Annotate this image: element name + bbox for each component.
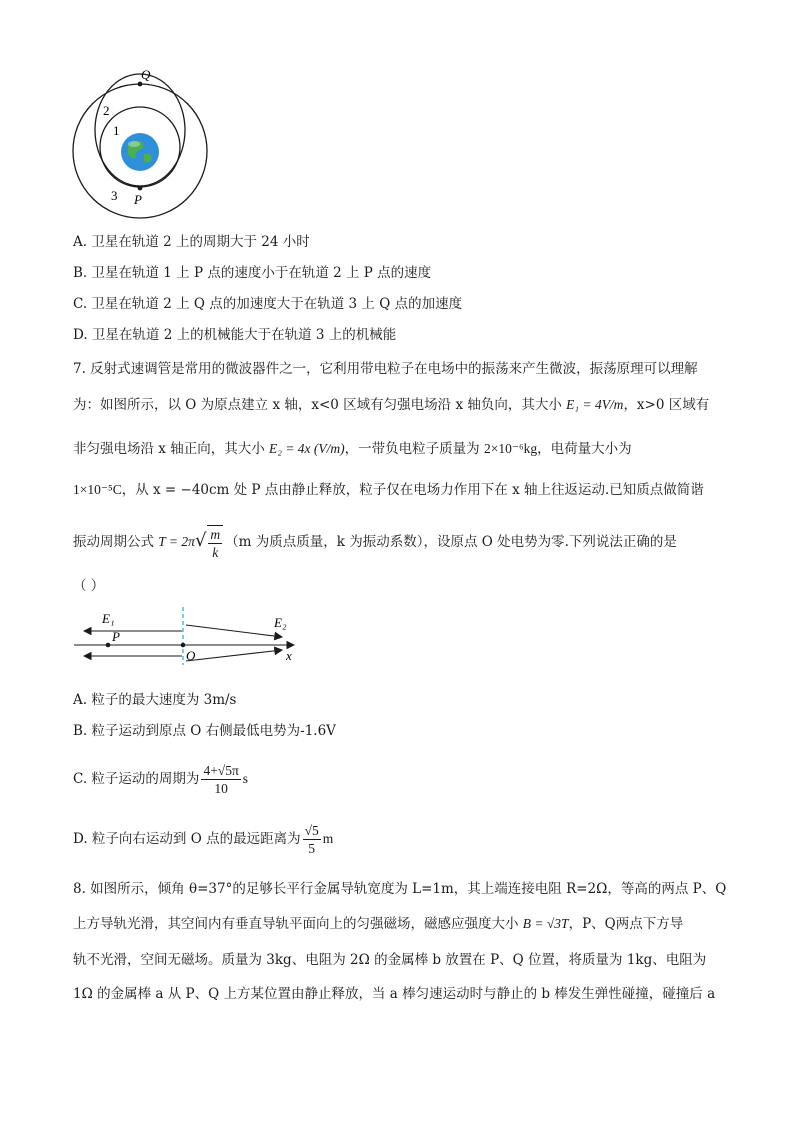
q7-line-5: 振动周期公式 T = 2π√ $\frac{m}{k}$ （m 为质点质量，k 为振动系数），设原点 O 处电势为零.下列说法正确的是 [73,526,677,560]
label-p: P [134,192,142,207]
q7-e1-equation: E₁ = 4V/m [566,397,624,412]
q7-line-4-text: ，从 x = −40cm 处 P 点由静止释放，粒子仅在电场力作用下在 x 轴上往返运动.已知质点做简谐 [121,482,704,498]
label-orbit-2: 2 [103,103,110,118]
q7-charge-value: 1×10⁻⁵C [73,482,122,497]
q7-line-3-text-a: 非匀强电场沿 x 轴正向，其大小 [73,441,269,457]
q7-line-4 [73,480,704,500]
q8-line-3: 轨不光滑，空间无磁场。质量为 3kg、电阻为 2Ω 的金属棒 b 放置在 P、Q 位置，将质量为 1kg、电阻为 [73,952,707,968]
q7-option-c-fraction [201,762,240,797]
label-x: x [286,648,292,663]
q7-line-3-text-c: ，电荷量大小为 [537,441,632,457]
label-q: Q [141,67,151,82]
field-diagram [70,605,310,667]
e2-lower-arrow [186,650,282,661]
label-orbit-1: 1 [113,123,120,138]
q7-option-d [73,820,333,858]
q7-option-d-unit: m [322,831,334,846]
origin-dot [181,643,186,648]
q7-sqrt-num: m [210,526,221,542]
q8-b-equation: B = √3T [522,916,569,931]
q7-option-d-den: 5 [308,841,316,856]
q7-option-c [73,760,248,798]
q7-option-b: B. 粒子运动到原点 O 右侧最低电势为-1.6V [73,723,336,739]
point-p-dot [106,643,111,648]
q7-sqrt-den: k [212,544,219,560]
q8-line-2-text-a: 上方导轨光滑，其空间内有垂直导轨平面向上的匀强磁场，磁感应强度大小 [73,916,523,932]
q6-option-d: D. 卫星在轨道 2 上的机械能大于在轨道 3 上的机械能 [73,327,397,343]
q7-mass-value: 2×10⁻⁶kg [483,441,538,456]
label-e1: E₁ [102,611,115,626]
q8-line-2 [73,914,683,934]
q7-line-2 [73,395,709,415]
point-p-dot [138,186,143,191]
q7-option-d-text: D. 粒子向右运动到 O 点的最远距离为 [73,831,301,847]
earth-icon [121,133,159,171]
q7-sqrt-fraction [207,525,223,561]
q6-option-b: B. 卫星在轨道 1 上 P 点的速度小于在轨道 2 上 P 点的速度 [73,265,432,281]
q6-option-a: A. 卫星在轨道 2 上的周期大于 24 小时 [73,234,310,250]
q7-period-formula: T = 2π [158,534,195,549]
q7-option-c-text: C. 粒子运动的周期为 [73,771,200,787]
e2-upper-arrow [186,625,282,637]
label-o: O [186,648,196,663]
q8-line-4: 1Ω 的金属棒 a 从 P、Q 上方某位置由静止释放，当 a 棒匀速运动时与静止的 b 棒发生弹性碰撞，碰撞后 a [73,986,716,1002]
q7-option-d-fraction [303,822,321,857]
q7-answer-bracket: （ ） [73,578,105,594]
q7-line-2-text-a: 为：如图所示，以 O 为原点建立 x 轴，x<0 区域有匀强电场沿 x 轴负向，其大小 [73,397,567,413]
q7-line-3-text-b: ，一带负电粒子质量为 [344,441,484,457]
q7-line-3 [73,439,632,459]
point-q-dot [138,82,143,87]
q8-line-1: 8. 如图所示，倾角 θ=37°的足够长平行金属导轨宽度为 L=1m，其上端连接电阻 R=2Ω，等高的两点 P、Q [73,881,727,897]
q6-option-c: C. 卫星在轨道 2 上 Q 点的加速度大于在轨道 3 上 Q 点的加速度 [73,296,463,312]
q7-option-c-num: 4+√5π [203,763,239,778]
q7-line-5-text-b: （m 为质点质量，k 为振动系数），设原点 O 处电势为零.下列说法正确的是 [225,534,677,550]
q7-line-5-text-a: 振动周期公式 [73,534,159,550]
q7-option-d-num: √5 [304,823,319,838]
q7-option-c-unit: s [242,771,249,786]
q7-e2-equation: E₂ = 4x (V/m) [269,441,345,456]
label-e2: E₂ [274,615,287,630]
orbit-diagram [70,62,215,222]
label-orbit-3: 3 [111,188,118,203]
q7-option-c-den: 10 [214,781,228,796]
q7-line-2-text-b: ，x>0 区域有 [623,397,710,413]
label-p: P [112,629,120,644]
q7-line-1: 7. 反射式速调管是常用的微波器件之一，它利用带电粒子在电场中的振荡来产生微波，振荡原理可以理解 [73,361,698,377]
q8-line-2-text-b: ，P、Q两点下方导 [568,916,684,932]
q7-option-a: A. 粒子的最大速度为 3m/s [73,692,237,708]
